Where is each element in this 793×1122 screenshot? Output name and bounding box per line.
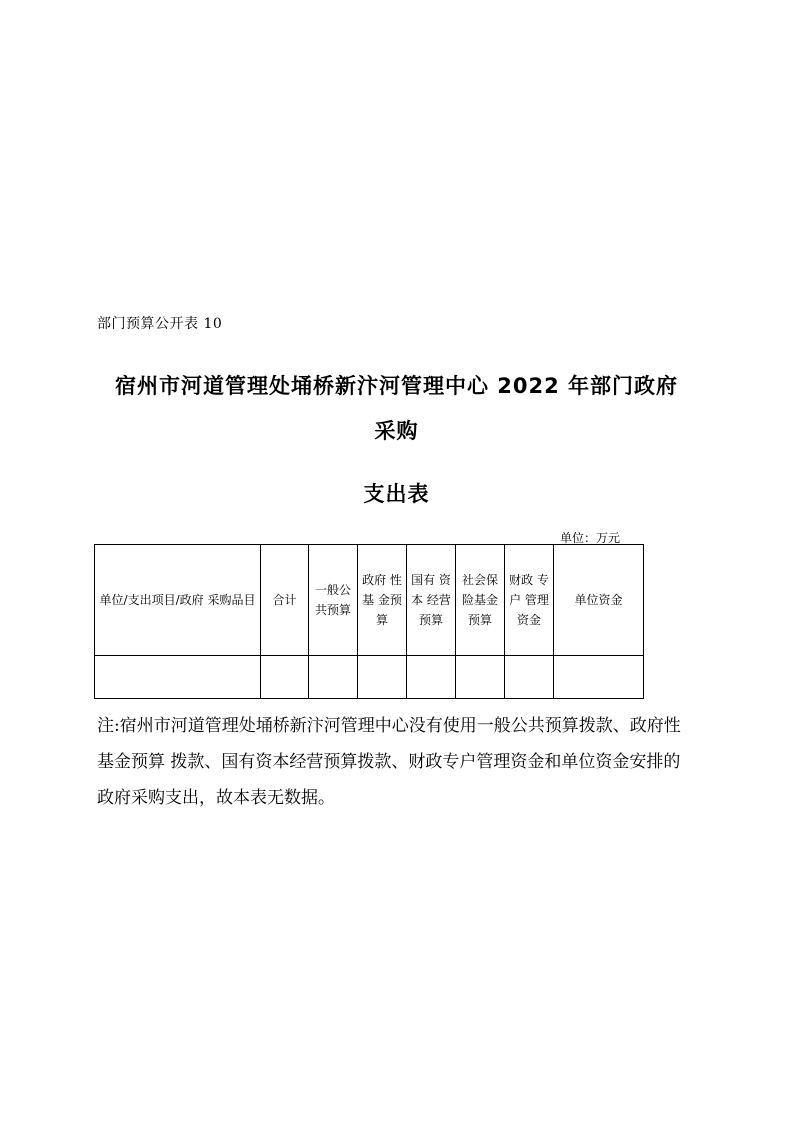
page-title-line2: 采购 bbox=[374, 419, 419, 443]
header-cell-general-budget: 一般公共预算 bbox=[309, 545, 358, 656]
page-title-line1: 宿州市河道管理处埇桥新汴河管理中心 2022 年部门政府 bbox=[114, 374, 679, 398]
table-cell bbox=[261, 656, 309, 699]
table-row bbox=[95, 656, 644, 699]
page-title-line3: 支出表 bbox=[363, 482, 430, 506]
table-cell bbox=[309, 656, 358, 699]
header-cell-unit-funds: 单位资金 bbox=[554, 545, 644, 656]
header-cell-special-account: 财政 专户 管理资金 bbox=[505, 545, 554, 656]
header-cell-project: 单位/支出项目/政府 采购品目 bbox=[95, 545, 261, 656]
table-cell bbox=[456, 656, 505, 699]
header-cell-total: 合计 bbox=[261, 545, 309, 656]
table-cell bbox=[505, 656, 554, 699]
note-paragraph: 注:宿州市河道管理处埇桥新汴河管理中心没有使用一般公共预算拨款、政府性基金预算 拨款、国有资本经营预算拨款、财政专户管理资金和单位资金安排的政府采购支出，故本表无数据。 bbox=[97, 716, 681, 808]
header-cell-gov-fund: 政府 性基 金预算 bbox=[358, 545, 407, 656]
unit-label: 单位：万元 bbox=[560, 531, 621, 545]
table-cell bbox=[358, 656, 407, 699]
procurement-expenditure-table bbox=[94, 544, 644, 699]
document-label: 部门预算公开表 10 bbox=[97, 316, 223, 332]
table-header-row bbox=[95, 545, 644, 656]
table-cell bbox=[407, 656, 456, 699]
header-cell-social-insurance: 社会保险基金预算 bbox=[456, 545, 505, 656]
header-cell-state-capital: 国有 资本 经营预算 bbox=[407, 545, 456, 656]
table-cell bbox=[554, 656, 644, 699]
table-cell bbox=[95, 656, 261, 699]
